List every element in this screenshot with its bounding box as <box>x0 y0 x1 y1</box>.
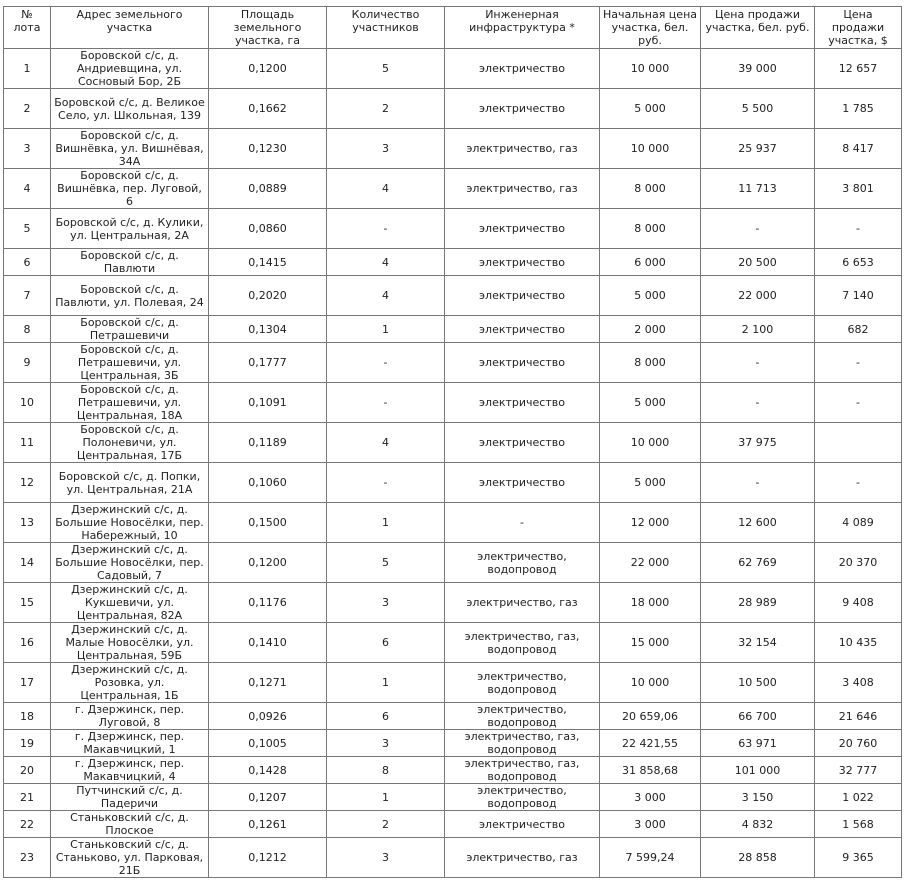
participants-cell: 1 <box>327 316 445 343</box>
address-cell: Боровской с/с, д. Вишнёвка, пер. Луговой, 6 <box>51 169 209 209</box>
participants-cell: - <box>327 383 445 423</box>
lot-number-cell: 20 <box>4 757 51 784</box>
area-cell: 0,1428 <box>209 757 327 784</box>
infrastructure-cell: электричество, газ, водопровод <box>445 730 600 757</box>
area-cell: 0,1271 <box>209 663 327 703</box>
address-cell: г. Дзержинск, пер. Луговой, 8 <box>51 703 209 730</box>
infrastructure-cell: электричество <box>445 316 600 343</box>
sale-price-usd-cell: 682 <box>815 316 902 343</box>
area-cell: 0,1410 <box>209 623 327 663</box>
table-row <box>4 663 902 703</box>
sale-price-usd-cell: 3 801 <box>815 169 902 209</box>
infrastructure-cell: электричество <box>445 249 600 276</box>
address-cell: Боровской с/с, д. Павлюти <box>51 249 209 276</box>
sale-price-byr-cell: 22 000 <box>701 276 815 316</box>
lot-number-cell: 5 <box>4 209 51 249</box>
sale-price-byr-cell: 2 100 <box>701 316 815 343</box>
lot-number-cell: 12 <box>4 463 51 503</box>
area-cell: 0,1200 <box>209 49 327 89</box>
participants-cell: 4 <box>327 249 445 276</box>
table-row <box>4 703 902 730</box>
participants-cell: 4 <box>327 423 445 463</box>
sale-price-usd-cell: 1 568 <box>815 811 902 838</box>
participants-cell: 1 <box>327 663 445 703</box>
area-cell: 0,1500 <box>209 503 327 543</box>
sale-price-byr-cell: 5 500 <box>701 89 815 129</box>
start-price-cell: 2 000 <box>600 316 701 343</box>
sale-price-usd-cell <box>815 423 902 463</box>
header-start-price: Начальная цена участка, бел. руб. <box>600 7 701 49</box>
lot-number-cell: 21 <box>4 784 51 811</box>
header-sale-price-byr: Цена продажи участка, бел. руб. <box>701 7 815 49</box>
infrastructure-cell: электричество, газ <box>445 838 600 878</box>
header-sale-price-usd: Цена продажи участка, $ <box>815 7 902 49</box>
start-price-cell: 7 599,24 <box>600 838 701 878</box>
lot-number-cell: 8 <box>4 316 51 343</box>
infrastructure-cell: электричество, водопровод <box>445 663 600 703</box>
lot-number-cell: 4 <box>4 169 51 209</box>
header-address: Адрес земельного участка <box>51 7 209 49</box>
address-cell: Боровской с/с, д. Вишнёвка, ул. Вишнёвая, 34А <box>51 129 209 169</box>
lot-number-cell: 23 <box>4 838 51 878</box>
infrastructure-cell: электричество <box>445 209 600 249</box>
infrastructure-cell: электричество <box>445 463 600 503</box>
sale-price-usd-cell: 10 435 <box>815 623 902 663</box>
lot-number-cell: 9 <box>4 343 51 383</box>
infrastructure-cell: электричество, водопровод <box>445 703 600 730</box>
start-price-cell: 31 858,68 <box>600 757 701 784</box>
sale-price-usd-cell: - <box>815 343 902 383</box>
sale-price-byr-cell: 11 713 <box>701 169 815 209</box>
participants-cell: 8 <box>327 757 445 784</box>
sale-price-byr-cell: 37 975 <box>701 423 815 463</box>
area-cell: 0,1005 <box>209 730 327 757</box>
infrastructure-cell: электричество <box>445 343 600 383</box>
table-row <box>4 811 902 838</box>
sale-price-usd-cell: 1 022 <box>815 784 902 811</box>
participants-cell: 3 <box>327 730 445 757</box>
infrastructure-cell: электричество <box>445 423 600 463</box>
table-row <box>4 49 902 89</box>
area-cell: 0,1261 <box>209 811 327 838</box>
table-row <box>4 423 902 463</box>
table-row <box>4 129 902 169</box>
table-row <box>4 249 902 276</box>
area-cell: 0,1091 <box>209 383 327 423</box>
table-row <box>4 343 902 383</box>
sale-price-byr-cell: 10 500 <box>701 663 815 703</box>
area-cell: 0,1662 <box>209 89 327 129</box>
sale-price-usd-cell: 7 140 <box>815 276 902 316</box>
table-row <box>4 209 902 249</box>
participants-cell: 3 <box>327 838 445 878</box>
sale-price-byr-cell: 32 154 <box>701 623 815 663</box>
start-price-cell: 8 000 <box>600 169 701 209</box>
sale-price-usd-cell: 32 777 <box>815 757 902 784</box>
start-price-cell: 10 000 <box>600 129 701 169</box>
area-cell: 0,0889 <box>209 169 327 209</box>
start-price-cell: 20 659,06 <box>600 703 701 730</box>
address-cell: Боровской с/с, д. Павлюти, ул. Полевая, 24 <box>51 276 209 316</box>
address-cell: Дзержинский с/с, д. Розовка, ул. Центральная, 1Б <box>51 663 209 703</box>
start-price-cell: 12 000 <box>600 503 701 543</box>
start-price-cell: 10 000 <box>600 423 701 463</box>
table-row <box>4 730 902 757</box>
sale-price-usd-cell: 9 408 <box>815 583 902 623</box>
table-row <box>4 383 902 423</box>
start-price-cell: 5 000 <box>600 276 701 316</box>
participants-cell: 2 <box>327 811 445 838</box>
participants-cell: 3 <box>327 583 445 623</box>
table-row <box>4 543 902 583</box>
address-cell: Боровской с/с, д. Полоневичи, ул. Центральная, 17Б <box>51 423 209 463</box>
sale-price-usd-cell: 9 365 <box>815 838 902 878</box>
sale-price-usd-cell: 4 089 <box>815 503 902 543</box>
infrastructure-cell: электричество <box>445 811 600 838</box>
participants-cell: 5 <box>327 49 445 89</box>
header-area: Площадь земельного участка, га <box>209 7 327 49</box>
sale-price-usd-cell: - <box>815 383 902 423</box>
area-cell: 0,1230 <box>209 129 327 169</box>
start-price-cell: 3 000 <box>600 784 701 811</box>
lot-number-cell: 3 <box>4 129 51 169</box>
participants-cell: 1 <box>327 503 445 543</box>
start-price-cell: 6 000 <box>600 249 701 276</box>
lot-number-cell: 13 <box>4 503 51 543</box>
lot-number-cell: 1 <box>4 49 51 89</box>
sale-price-usd-cell: - <box>815 463 902 503</box>
address-cell: Боровской с/с, д. Андриевщина, ул. Сосновый Бор, 2Б <box>51 49 209 89</box>
start-price-cell: 10 000 <box>600 663 701 703</box>
area-cell: 0,1200 <box>209 543 327 583</box>
participants-cell: 5 <box>327 543 445 583</box>
infrastructure-cell: электричество <box>445 49 600 89</box>
sale-price-usd-cell: 8 417 <box>815 129 902 169</box>
address-cell: Боровской с/с, д. Кулики, ул. Центральная, 2А <box>51 209 209 249</box>
table-row <box>4 838 902 878</box>
sale-price-byr-cell: 63 971 <box>701 730 815 757</box>
lot-number-cell: 6 <box>4 249 51 276</box>
sale-price-byr-cell: - <box>701 463 815 503</box>
header-participants: Количество участников <box>327 7 445 49</box>
infrastructure-cell: электричество, газ, водопровод <box>445 623 600 663</box>
participants-cell: 1 <box>327 784 445 811</box>
lot-number-cell: 15 <box>4 583 51 623</box>
sale-price-byr-cell: 28 858 <box>701 838 815 878</box>
header-infrastructure: Инженерная инфраструктура * <box>445 7 600 49</box>
sale-price-usd-cell: 21 646 <box>815 703 902 730</box>
sale-price-usd-cell: 6 653 <box>815 249 902 276</box>
lot-number-cell: 22 <box>4 811 51 838</box>
sale-price-usd-cell: 20 370 <box>815 543 902 583</box>
infrastructure-cell: электричество, газ, водопровод <box>445 757 600 784</box>
lot-number-cell: 11 <box>4 423 51 463</box>
area-cell: 0,0926 <box>209 703 327 730</box>
start-price-cell: 15 000 <box>600 623 701 663</box>
address-cell: г. Дзержинск, пер. Макавчицкий, 4 <box>51 757 209 784</box>
start-price-cell: 8 000 <box>600 209 701 249</box>
participants-cell: 6 <box>327 623 445 663</box>
sale-price-usd-cell: 3 408 <box>815 663 902 703</box>
participants-cell: - <box>327 343 445 383</box>
start-price-cell: 22 000 <box>600 543 701 583</box>
table-row <box>4 757 902 784</box>
sale-price-byr-cell: 62 769 <box>701 543 815 583</box>
sale-price-usd-cell: 1 785 <box>815 89 902 129</box>
sale-price-byr-cell: - <box>701 383 815 423</box>
infrastructure-cell: электричество <box>445 383 600 423</box>
sale-price-byr-cell: 3 150 <box>701 784 815 811</box>
start-price-cell: 8 000 <box>600 343 701 383</box>
infrastructure-cell: электричество, газ <box>445 169 600 209</box>
table-row <box>4 503 902 543</box>
area-cell: 0,1176 <box>209 583 327 623</box>
participants-cell: 4 <box>327 169 445 209</box>
address-cell: Боровской с/с, д. Петрашевичи, ул. Центральная, 18А <box>51 383 209 423</box>
table-row <box>4 169 902 209</box>
start-price-cell: 10 000 <box>600 49 701 89</box>
table-row <box>4 583 902 623</box>
table-row <box>4 463 902 503</box>
sale-price-byr-cell: - <box>701 209 815 249</box>
lot-number-cell: 17 <box>4 663 51 703</box>
sale-price-byr-cell: 20 500 <box>701 249 815 276</box>
area-cell: 0,1212 <box>209 838 327 878</box>
infrastructure-cell: электричество <box>445 89 600 129</box>
infrastructure-cell: электричество, водопровод <box>445 784 600 811</box>
header-row <box>4 7 902 49</box>
address-cell: Дзержинский с/с, д. Большие Новосёлки, пер. Садовый, 7 <box>51 543 209 583</box>
sale-price-byr-cell: 39 000 <box>701 49 815 89</box>
sale-price-usd-cell: 12 657 <box>815 49 902 89</box>
area-cell: 0,2020 <box>209 276 327 316</box>
sale-price-byr-cell: - <box>701 343 815 383</box>
lot-number-cell: 2 <box>4 89 51 129</box>
address-cell: Боровской с/с, д. Петрашевичи <box>51 316 209 343</box>
lot-number-cell: 7 <box>4 276 51 316</box>
land-lots-table <box>3 6 902 878</box>
area-cell: 0,1304 <box>209 316 327 343</box>
header-lot-number: № лота <box>4 7 51 49</box>
lot-number-cell: 18 <box>4 703 51 730</box>
sale-price-byr-cell: 28 989 <box>701 583 815 623</box>
participants-cell: - <box>327 463 445 503</box>
lot-number-cell: 10 <box>4 383 51 423</box>
table-row <box>4 276 902 316</box>
area-cell: 0,1189 <box>209 423 327 463</box>
table-row <box>4 316 902 343</box>
participants-cell: 6 <box>327 703 445 730</box>
lot-number-cell: 19 <box>4 730 51 757</box>
table-row <box>4 623 902 663</box>
sale-price-byr-cell: 4 832 <box>701 811 815 838</box>
area-cell: 0,1060 <box>209 463 327 503</box>
address-cell: г. Дзержинск, пер. Макавчицкий, 1 <box>51 730 209 757</box>
infrastructure-cell: - <box>445 503 600 543</box>
address-cell: Дзержинский с/с, д. Кукшевичи, ул. Центральная, 82А <box>51 583 209 623</box>
infrastructure-cell: электричество, газ <box>445 583 600 623</box>
participants-cell: 4 <box>327 276 445 316</box>
start-price-cell: 5 000 <box>600 89 701 129</box>
address-cell: Боровской с/с, д. Великое Село, ул. Школьная, 139 <box>51 89 209 129</box>
table-row <box>4 784 902 811</box>
sale-price-byr-cell: 101 000 <box>701 757 815 784</box>
participants-cell: 3 <box>327 129 445 169</box>
start-price-cell: 18 000 <box>600 583 701 623</box>
address-cell: Боровской с/с, д. Попки, ул. Центральная, 21А <box>51 463 209 503</box>
infrastructure-cell: электричество, водопровод <box>445 543 600 583</box>
start-price-cell: 5 000 <box>600 463 701 503</box>
area-cell: 0,1777 <box>209 343 327 383</box>
sale-price-byr-cell: 25 937 <box>701 129 815 169</box>
address-cell: Станьковский с/с, д. Станьково, ул. Парковая, 21Б <box>51 838 209 878</box>
address-cell: Дзержинский с/с, д. Малые Новосёлки, ул. Центральная, 59Б <box>51 623 209 663</box>
sale-price-byr-cell: 66 700 <box>701 703 815 730</box>
sale-price-byr-cell: 12 600 <box>701 503 815 543</box>
area-cell: 0,1415 <box>209 249 327 276</box>
start-price-cell: 5 000 <box>600 383 701 423</box>
table-row <box>4 89 902 129</box>
participants-cell: 2 <box>327 89 445 129</box>
infrastructure-cell: электричество <box>445 276 600 316</box>
area-cell: 0,0860 <box>209 209 327 249</box>
start-price-cell: 3 000 <box>600 811 701 838</box>
area-cell: 0,1207 <box>209 784 327 811</box>
infrastructure-cell: электричество, газ <box>445 129 600 169</box>
address-cell: Станьковский с/с, д. Плоское <box>51 811 209 838</box>
participants-cell: - <box>327 209 445 249</box>
address-cell: Боровской с/с, д. Петрашевичи, ул. Центральная, 3Б <box>51 343 209 383</box>
address-cell: Путчинский с/с, д. Падеричи <box>51 784 209 811</box>
start-price-cell: 22 421,55 <box>600 730 701 757</box>
lot-number-cell: 14 <box>4 543 51 583</box>
address-cell: Дзержинский с/с, д. Большие Новосёлки, пер. Набережный, 10 <box>51 503 209 543</box>
lot-number-cell: 16 <box>4 623 51 663</box>
sale-price-usd-cell: 20 760 <box>815 730 902 757</box>
sale-price-usd-cell: - <box>815 209 902 249</box>
